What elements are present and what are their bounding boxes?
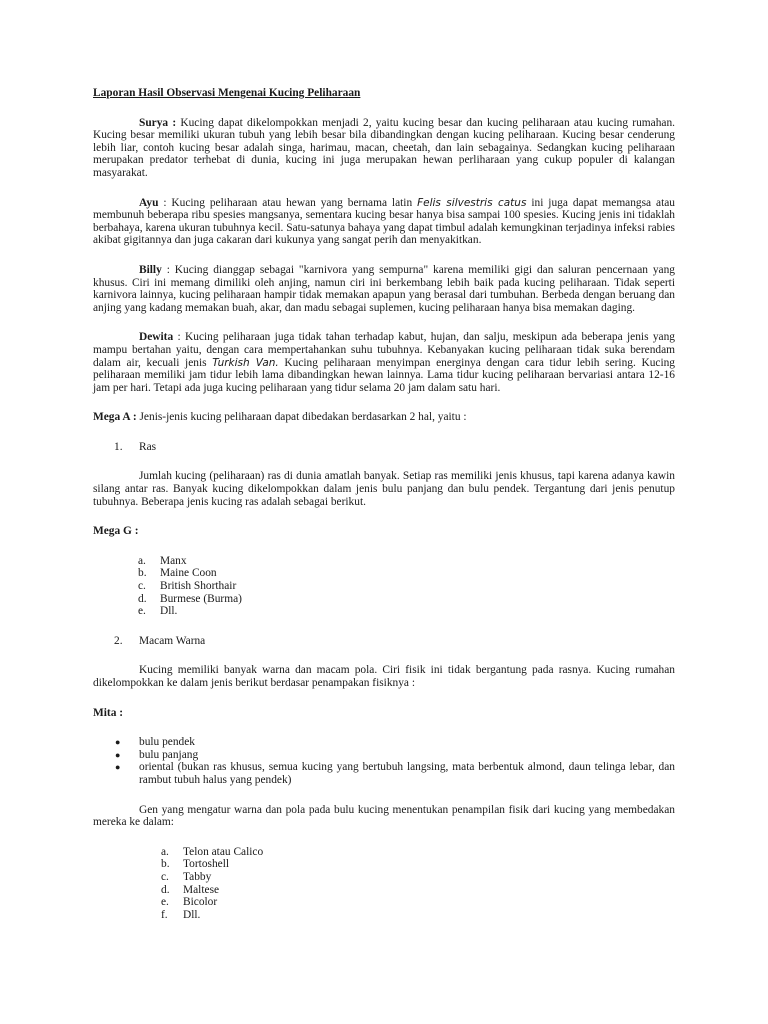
numbered-item-warna (93, 635, 675, 648)
list-marker: b. (138, 567, 147, 580)
paragraph-text: : Kucing peliharaan atau hewan yang bernama latin (158, 196, 418, 209)
list-text: Bicolor (183, 896, 218, 909)
list-text: Dll. (160, 605, 178, 618)
paragraph-text: : Kucing dianggap sebagai "karnivora yang sempurna" karena memiliki gigi dan saluran pencernaan yang khusus. Ciri ini memang dimiliki oleh anjing, namun ciri ini berkembang lebih baik pada kucing peliharaan. Tidak seperti karnivora lainnya, kucing peliharaan hampir tidak memakan apapun yang berasal dari tumbuhan. Berbeda dengan beruang dan anjing yang kadang memakan buah, akar, dan madu sebagai suplemen, kucing peliharaan hanya bisa memakan daging. (93, 263, 675, 314)
warna-list (93, 846, 675, 922)
bullet-icon: ● (115, 749, 121, 760)
list-item (138, 593, 675, 606)
latin-name: Felis silvestris catus (417, 196, 527, 209)
list-item (138, 580, 675, 593)
paragraph-text: ini juga dapat memangsa atau membunuh beberapa ribu spesies mangsanya, sementara kucing besar hanya bisa sampai 100 spesies. Kucing jenis ini tidaklah berbahaya, karena ukuran tubuhnya kecil. Satu-satunya bahaya yang dapat timbul adalah kemungkinan terjadinya infeksi rabies akibat gigitannya dan juga cakaran dari kukunya yang sangat perih dan menyakitkan. (93, 196, 675, 247)
list-marker: d. (161, 883, 170, 896)
paragraph-ayu (93, 197, 675, 247)
list-item (138, 605, 675, 618)
paragraph-text: : Kucing peliharaan juga tidak tahan terhadap kabut, hujan, dan salju, meskipun ada beberapa jenis yang mampu bertahan yaitu, dengan cara mempertahankan suhu tubuhnya. Kebanyakan kucing peliharaan tidak suka berendam dalam air, kecuali jenis (93, 331, 675, 369)
list-marker: e. (138, 605, 146, 618)
bulu-list (93, 736, 675, 786)
list-item (161, 846, 675, 859)
speaker-ayu: Ayu (139, 196, 159, 209)
speaker-mita: Mita : (93, 706, 124, 719)
list-marker: f. (161, 908, 168, 921)
list-text: British Shorthair (160, 580, 237, 593)
list-text: bulu panjang (139, 748, 199, 761)
list-item (161, 858, 675, 871)
list-item (115, 748, 675, 762)
speaker-billy: Billy (139, 263, 162, 276)
list-item (115, 736, 675, 749)
list-item (138, 555, 675, 568)
speaker-surya: Surya : (139, 116, 177, 129)
speaker-mega-g: Mega G : (93, 525, 139, 538)
ras-list (93, 555, 675, 618)
document-title: Laporan Hasil Observasi Mengenai Kucing Peliharaan (93, 87, 361, 99)
list-item (115, 761, 675, 786)
paragraph-mega-a (93, 411, 675, 424)
speaker-dewita: Dewita (139, 331, 174, 344)
item-number: 1. (114, 440, 123, 453)
list-text: Dll. (183, 908, 201, 921)
list-marker: c. (138, 580, 146, 593)
breed-name: Turkish Van. (212, 356, 279, 369)
paragraph-dewita (93, 331, 675, 394)
paragraph-ras: Jumlah kucing (peliharaan) ras di dunia amatlah banyak. Setiap ras memiliki jenis khusus, tapi karena adanya kawin silang antar ras. Banyak kucing dikelompokkan dalam jenis bulu panjang dan bulu pendek. Tergantung dari jenis penutup tubuhnya. Beberapa jenis kucing ras adalah sebagai berikut. (93, 470, 675, 508)
item-number: 2. (114, 634, 123, 647)
list-marker: b. (161, 858, 170, 871)
speaker-mega-a: Mega A : (93, 411, 137, 424)
paragraph-gen: Gen yang mengatur warna dan pola pada bulu kucing menentukan penampilan fisik dari kucing yang membedakan mereka ke dalam: (93, 803, 675, 829)
list-item (138, 567, 675, 580)
list-text: Maltese (183, 883, 220, 896)
list-item (161, 884, 675, 897)
document-body (93, 87, 675, 938)
paragraph-billy (93, 264, 675, 314)
numbered-item-ras (93, 441, 675, 454)
bullet-icon: ● (115, 762, 121, 773)
bullet-icon: ● (115, 737, 121, 748)
list-item (161, 896, 675, 909)
item-label: Ras (139, 440, 157, 453)
list-text: oriental (bukan ras khusus, semua kucing yang bertubuh langsing, mata berbentuk almond, daun telinga lebar, dan rambut tubuh halus yang pendek) (139, 761, 675, 786)
list-text: Manx (160, 554, 187, 567)
list-text: Telon atau Calico (183, 845, 264, 858)
list-item (161, 909, 675, 922)
list-item (161, 871, 675, 884)
list-text: Burmese (Burma) (160, 592, 242, 605)
item-label: Macam Warna (139, 634, 206, 647)
list-text: Tortoshell (183, 858, 230, 871)
list-text: bulu pendek (139, 736, 195, 749)
list-text: Maine Coon (160, 567, 217, 580)
list-marker: d. (138, 592, 147, 605)
list-marker: c. (161, 870, 169, 883)
list-text: Tabby (183, 870, 212, 883)
paragraph-text: Jenis-jenis kucing peliharaan dapat dibedakan berdasarkan 2 hal, yaitu : (136, 411, 467, 424)
paragraph-text: Kucing dapat dikelompokkan menjadi 2, yaitu kucing besar dan kucing peliharaan atau kucing rumahan. Kucing besar memiliki ukuran tubuh yang lebih besar bila dibandingkan dengan kucing peliharaan. Kucing besar cenderung lebih liar, contoh kucing besar adalah singa, harimau, macan, cheetah, dan lain sebagainya. Sedangkan kucing peliharaan merupakan predator terhebat di dunia, kucing ini juga merupakan hewan perliharaan yang cukup populer di kalangan masyarakat. (93, 116, 675, 179)
paragraph-text: Kucing peliharaan menyimpan energinya dengan cara tidur lebih sering. Kucing peliharaan memiliki jam tidur lebih lama dibandingkan hewan lainnya. Lama tidur kucing peliharaan bervariasi antara 12-16 jam per hari. Tetapi ada juga kucing peliharaan yang tidur selama 20 jam dalam satu hari. (93, 356, 675, 394)
paragraph-surya (93, 117, 675, 180)
list-marker: a. (138, 554, 146, 567)
list-marker: a. (161, 845, 169, 858)
list-marker: e. (161, 896, 169, 909)
paragraph-warna: Kucing memiliki banyak warna dan macam pola. Ciri fisik ini tidak bergantung pada rasnya. Kucing rumahan dikelompokkan ke dalam jenis berikut berdasar penampakan fisiknya : (93, 664, 675, 689)
